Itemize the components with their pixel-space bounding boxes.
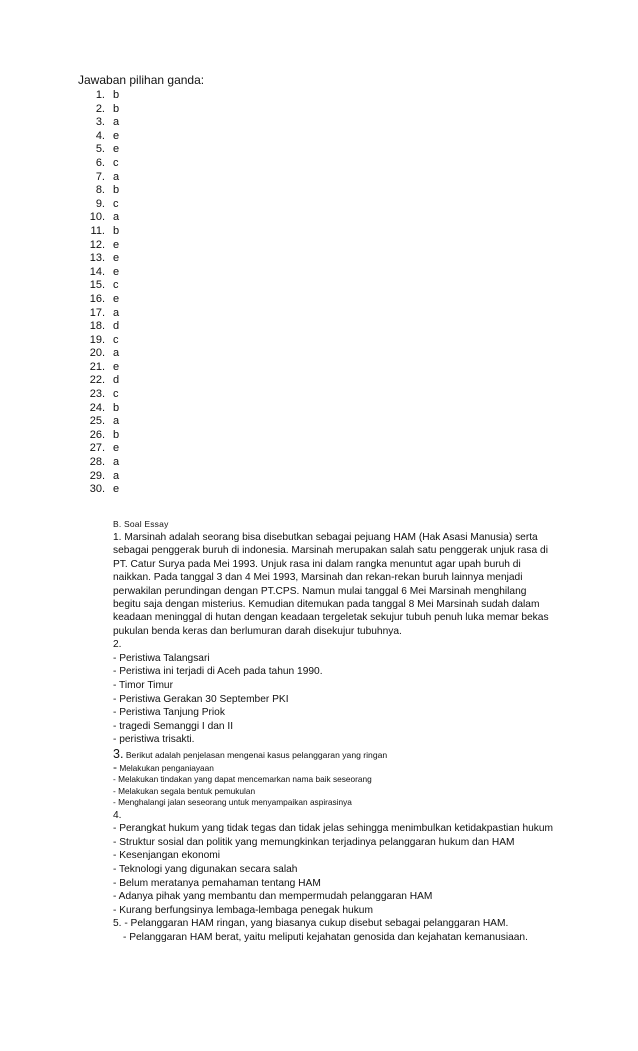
list-item: - Teknologi yang digunakan secara salah xyxy=(113,864,298,875)
answer-item xyxy=(78,130,143,144)
answer-item xyxy=(78,374,143,388)
answer-number: 10. xyxy=(89,211,105,224)
answer-letter: a xyxy=(113,415,120,428)
answer-item xyxy=(78,402,143,416)
answer-letter: e xyxy=(113,252,120,265)
essay-answer-4-number: 4. xyxy=(113,809,122,821)
answer-letter: a xyxy=(113,456,120,469)
essay-answer-2-list xyxy=(113,652,573,747)
answer-item xyxy=(78,415,143,429)
essay-answer-3-heading xyxy=(113,747,573,762)
essay-answer-2-number: 2. xyxy=(113,639,122,651)
list-item: - Timor Timur xyxy=(113,680,173,692)
multiple-choice-title: Jawaban pilihan ganda: xyxy=(78,73,205,87)
answer-letter: a xyxy=(113,211,120,224)
answer-item xyxy=(78,293,143,307)
answer-number: 25. xyxy=(89,415,105,428)
answer-number: 24. xyxy=(89,401,105,414)
essay-answer-5-line-2: - Pelanggaran HAM berat, yaitu meliputi kejahatan genosida dan kejahatan kemanusiaan. xyxy=(123,931,528,943)
answer-number: 29. xyxy=(89,469,105,482)
answer-letter: e xyxy=(113,143,120,156)
answer-letter: b xyxy=(113,428,120,441)
essay-answer-3-first-item xyxy=(113,762,573,774)
paragraph-line: begitu saja dengan misterius. Kemudian ditemukan pada tanggal 8 Mei Marsinah sudah dalam xyxy=(113,599,540,611)
answer-number: 23. xyxy=(89,388,105,401)
essay-answer-4-list xyxy=(113,822,573,917)
answer-letter: e xyxy=(113,238,120,251)
answer-item xyxy=(78,429,143,443)
answer-letter: c xyxy=(113,388,119,401)
answer-item xyxy=(78,225,143,239)
answer-letter: e xyxy=(113,265,120,278)
answer-item xyxy=(78,103,143,117)
answer-letter: d xyxy=(113,374,120,387)
answer-number: 9. xyxy=(95,197,105,210)
answer-item xyxy=(78,266,143,280)
answer-number: 28. xyxy=(89,456,105,469)
answer-item xyxy=(78,198,143,212)
answer-number: 26. xyxy=(89,428,105,441)
answer-number: 30. xyxy=(89,483,105,496)
answer-number: 13. xyxy=(89,252,105,265)
list-item: - peristiwa trisakti. xyxy=(113,734,195,746)
answer-item xyxy=(78,279,143,293)
list-item: - Menghalangi jalan seseorang untuk menyampaikan aspirasinya xyxy=(113,797,352,808)
answer-letter: c xyxy=(113,333,119,346)
paragraph-line: perwakilan perundingan dengan PT.CPS. Namun mulai tanggal 6 Mei Marsinah menghilang xyxy=(113,585,527,597)
answer-letter: b xyxy=(113,102,120,115)
answer-item xyxy=(78,89,143,103)
answer-letter: a xyxy=(113,306,120,319)
answer-letter: e xyxy=(113,360,120,373)
list-item: - Peristiwa ini terjadi di Aceh pada tahun 1990. xyxy=(113,666,323,678)
answer-item xyxy=(78,320,143,334)
answer-letter: c xyxy=(113,197,119,210)
answer-letter: e xyxy=(113,292,120,305)
answer-item xyxy=(78,171,143,185)
answer-number: 5. xyxy=(95,143,105,156)
answer-letter: b xyxy=(113,89,120,101)
paragraph-line: sebagai penggerak buruh di indonesia. Marsinah merupakan salah satu penggerak unjuk rasa di xyxy=(113,545,548,557)
answer-letter: b xyxy=(113,401,120,414)
paragraph-line: keadaan meninggal di hutan dengan keadaan tergeletak sekujur tubuh penuh luka memar bekas xyxy=(113,612,549,624)
list-item: - Perangkat hukum yang tidak tegas dan tidak jelas sehingga menimbulkan ketidakpastian hukum xyxy=(113,823,554,835)
answer-number: 22. xyxy=(89,374,105,387)
answer-number: 8. xyxy=(95,184,105,197)
answer-item xyxy=(78,184,143,198)
answer-item xyxy=(78,456,143,470)
essay-answer-3-heading-text: Berikut adalah penjelasan mengenai kasus pelanggaran yang ringan xyxy=(125,750,388,760)
answer-item xyxy=(78,334,143,348)
list-item: - Peristiwa Gerakan 30 September PKI xyxy=(113,693,289,705)
answer-item xyxy=(78,252,143,266)
answer-number: 12. xyxy=(89,238,105,251)
essay-section xyxy=(113,519,573,945)
essay-answer-3-first-text: Melakukan penganiayaan xyxy=(119,763,214,773)
essay-answer-1 xyxy=(113,531,573,638)
list-item: - tragedi Semanggi I dan II xyxy=(113,720,234,732)
multiple-choice-list xyxy=(78,89,143,497)
answer-number: 27. xyxy=(89,442,105,455)
list-item: - Melakukan segala bentuk pemukulan xyxy=(113,785,256,796)
essay-answer-3-dash: - xyxy=(113,760,117,774)
answer-item xyxy=(78,483,143,497)
list-item: - Kurang berfungsinya lembaga-lembaga penegak hukum xyxy=(113,904,373,916)
answer-item xyxy=(78,116,143,130)
answer-letter: b xyxy=(113,184,120,197)
answer-letter: c xyxy=(113,156,119,169)
answer-letter: b xyxy=(113,224,120,237)
list-item: - Peristiwa Tanjung Priok xyxy=(113,707,225,719)
answer-number: 3. xyxy=(95,116,105,129)
answer-letter: e xyxy=(113,442,120,455)
answer-number: 17. xyxy=(89,306,105,319)
answer-letter: a xyxy=(113,170,120,183)
answer-number: 2. xyxy=(95,102,105,115)
answer-number: 16. xyxy=(89,292,105,305)
answer-item xyxy=(78,211,143,225)
answer-letter: d xyxy=(113,320,120,333)
paragraph-line: PT. Catur Surya pada Mei 1993. Unjuk rasa ini dalam rangka menuntut agar upah buruh di xyxy=(113,558,521,570)
answer-item xyxy=(78,347,143,361)
list-item: - Adanya pihak yang membantu dan mempermudah pelanggaran HAM xyxy=(113,891,433,903)
answer-number: 1. xyxy=(95,89,105,101)
list-item: - Kesenjangan ekonomi xyxy=(113,850,221,862)
answer-item xyxy=(78,470,143,484)
answer-number: 11. xyxy=(90,224,105,237)
answer-item xyxy=(78,307,143,321)
answer-item xyxy=(78,157,143,171)
answer-number: 7. xyxy=(95,170,105,183)
paragraph-line: pukulan benda keras dan berlumuran darah disekujur tubuhnya. xyxy=(113,625,402,637)
answer-letter: c xyxy=(113,279,119,292)
answer-letter: e xyxy=(113,483,120,496)
answer-letter: e xyxy=(113,129,120,142)
answer-number: 15. xyxy=(89,279,105,292)
list-item: - Melakukan tindakan yang dapat mencemarkan nama baik seseorang xyxy=(113,774,372,785)
answer-number: 6. xyxy=(95,156,105,169)
essay-answer-3-number: 3. xyxy=(113,747,124,761)
answer-letter: a xyxy=(113,469,120,482)
answer-item xyxy=(78,239,143,253)
answer-number: 20. xyxy=(89,347,105,360)
essay-answer-3-list xyxy=(113,774,573,808)
paragraph-line: naikkan. Pada tanggal 3 dan 4 Mei 1993, Marsinah dan rekan-rekan buruh lainnya menjadi xyxy=(113,572,523,584)
answer-number: 21. xyxy=(89,360,105,373)
answer-number: 19. xyxy=(89,333,105,346)
answer-item xyxy=(78,143,143,157)
answer-letter: a xyxy=(113,116,120,129)
list-item: - Peristiwa Talangsari xyxy=(113,652,210,664)
answer-item xyxy=(78,442,143,456)
answer-number: 14. xyxy=(89,265,105,278)
answer-item xyxy=(78,361,143,375)
list-item: - Belum meratanya pemahaman tentang HAM xyxy=(113,877,321,889)
paragraph-line: 1. Marsinah adalah seorang bisa disebutkan sebagai pejuang HAM (Hak Asasi Manusia) serta xyxy=(113,532,538,543)
answer-number: 4. xyxy=(95,129,105,142)
answer-item xyxy=(78,388,143,402)
answer-letter: a xyxy=(113,347,120,360)
answer-number: 18. xyxy=(89,320,105,333)
essay-answer-5-line-1: 5. - Pelanggaran HAM ringan, yang biasanya cukup disebut sebagai pelanggaran HAM. xyxy=(113,918,509,930)
list-item: - Struktur sosial dan politik yang memungkinkan terjadinya pelanggaran hukum dan HAM xyxy=(113,836,515,848)
essay-title: B. Soal Essay xyxy=(113,519,169,529)
